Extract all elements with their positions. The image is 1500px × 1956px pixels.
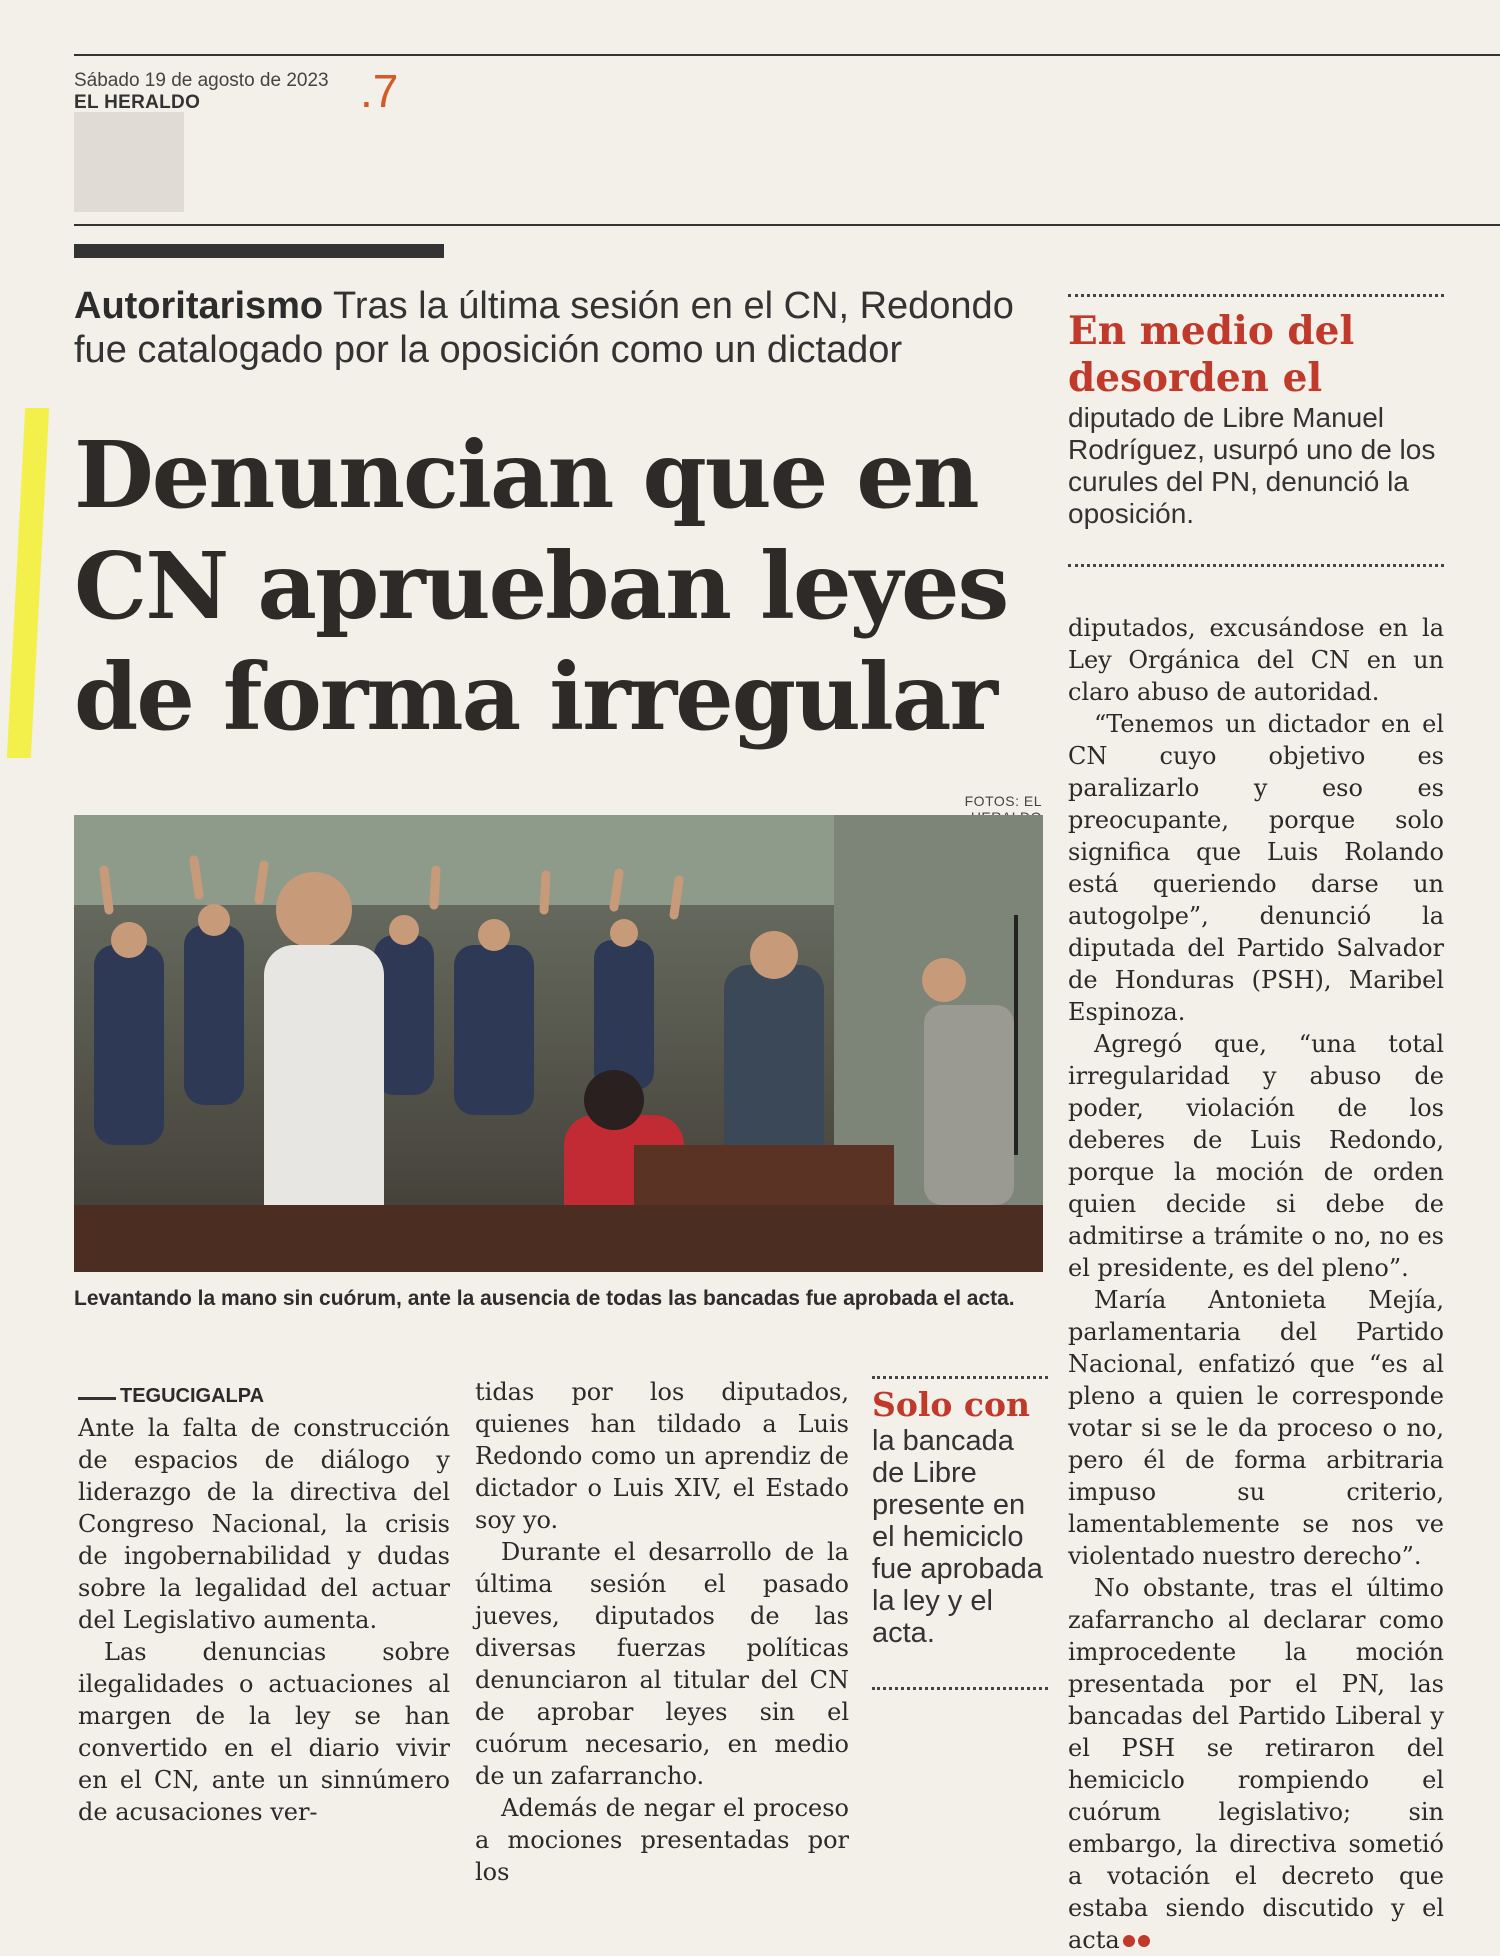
pullquote-text: diputado de Libre Manuel Rodríguez, usurpó uno de los curules del PN, denunció la oposición. — [1068, 402, 1436, 529]
end-mark-icon — [1123, 1935, 1135, 1947]
paragraph: “Tenemos un dictador en el CN cuyo objetivo es paralizarlo y eso es preocupante, porque solo significa que Luis Rolando está queriendo darse un autogolpe”, denunció la diputada del Partido Salvador de Honduras (PSH), Maribel Espinoza. — [1068, 710, 1444, 1026]
article-column-1 — [78, 1380, 450, 1828]
paragraph: diputados, excusándose en la Ley Orgánica del CN en un claro abuso de autoridad. — [1068, 614, 1444, 706]
kicker — [74, 284, 1044, 372]
article-column-2 — [475, 1376, 849, 1888]
headline: Denuncian que en CN aprueban leyes de forma irregular — [74, 421, 1008, 751]
paragraph-last — [1068, 1572, 1444, 1956]
paragraph: María Antonieta Mejía, parlamentaria del Partido Nacional, enfatizó que “es al pleno a quien le corresponde votar si se le da proceso o no, pero él de forma arbitraria impuso su criterio, lamentablemente se nos ve violentado nuestro derecho”. — [1068, 1286, 1444, 1570]
bleed-through-thumb — [74, 112, 184, 212]
article-column-3 — [1068, 612, 1444, 1956]
issue-date: Sábado 19 de agosto de 2023 — [74, 70, 329, 91]
dateline: TEGUCIGALPA — [78, 1380, 450, 1412]
kicker-text: Tras la última sesión en el CN, Redondo fue catalogado por la oposición como un dictador — [74, 285, 1014, 371]
paragraph: Durante el desarrollo de la última sesión el pasado jueves, diputados de las diversas fuerzas políticas denunciaron al titular del CN de aprobar leyes sin el cuórum necesario, en medio de un zafarrancho. — [475, 1538, 849, 1790]
photo-credit: FOTOS: EL — [964, 793, 1042, 809]
sidebar-bottom-dots — [872, 1687, 1048, 1690]
newspaper-name: EL HERALDO — [74, 92, 201, 113]
photo-caption: Levantando la mano sin cuórum, ante la ausencia de todas las bancadas fue aprobada el acta. — [74, 1287, 1015, 1310]
pullquote-title: En medio del desorden el — [1068, 308, 1355, 401]
news-photo — [74, 815, 1043, 1272]
sidebar-quote-text: la bancada de Libre presente en el hemiciclo fue aprobada la ley y el acta. — [872, 1425, 1043, 1649]
paragraph: Ante la falta de construcción de espacios de diálogo y liderazgo de la directiva del Congreso Nacional, la crisis de ingobernabilidad y dudas sobre la legalidad del actuar del Legislativo aumenta. — [78, 1414, 450, 1634]
assembly-photo-illustration — [74, 815, 1043, 1272]
top-rule — [74, 54, 1500, 56]
pullquote-bottom-dots — [1068, 564, 1444, 567]
paragraph-text: No obstante, tras el último zafarrancho al declarar como improcedente la moción presentada por el PN, las bancadas del Partido Liberal y el PSH se retiraron del hemiciclo rompiendo el cuórum legislativo; sin embargo, la directiva sometió a votación el decreto que estaba siendo discutido y el acta — [1068, 1574, 1444, 1954]
end-mark-icon — [1138, 1935, 1150, 1947]
pullquote-top-dots — [1068, 294, 1444, 297]
paragraph: Las denuncias sobre ilegalidades o actuaciones al margen de la ley se han convertido en el diario vivir en el CN, ante un sinnúmero de acusaciones ver- — [78, 1638, 450, 1826]
paragraph: Además de negar el proceso a mociones presentadas por los — [475, 1794, 849, 1886]
header-divider — [74, 224, 1500, 226]
sidebar-top-dots — [872, 1376, 1048, 1379]
page-number: .7 — [360, 65, 399, 117]
sidebar-quote-title: Solo con — [872, 1385, 1030, 1424]
section-bar — [74, 244, 444, 258]
paragraph: Agregó que, “una total irregularidad y abuso de poder, violación de los deberes de Luis Redondo, porque la moción de orden quien decide si debe de admitirse a trámite o no, no es el presidente, es del pleno”. — [1068, 1030, 1444, 1282]
highlighter-mark — [7, 408, 49, 758]
kicker-label: Autoritarismo — [74, 285, 324, 327]
paragraph: tidas por los diputados, quienes han tildado a Luis Redondo como un aprendiz de dictador o Luis XIV, el Estado soy yo. — [475, 1378, 849, 1534]
